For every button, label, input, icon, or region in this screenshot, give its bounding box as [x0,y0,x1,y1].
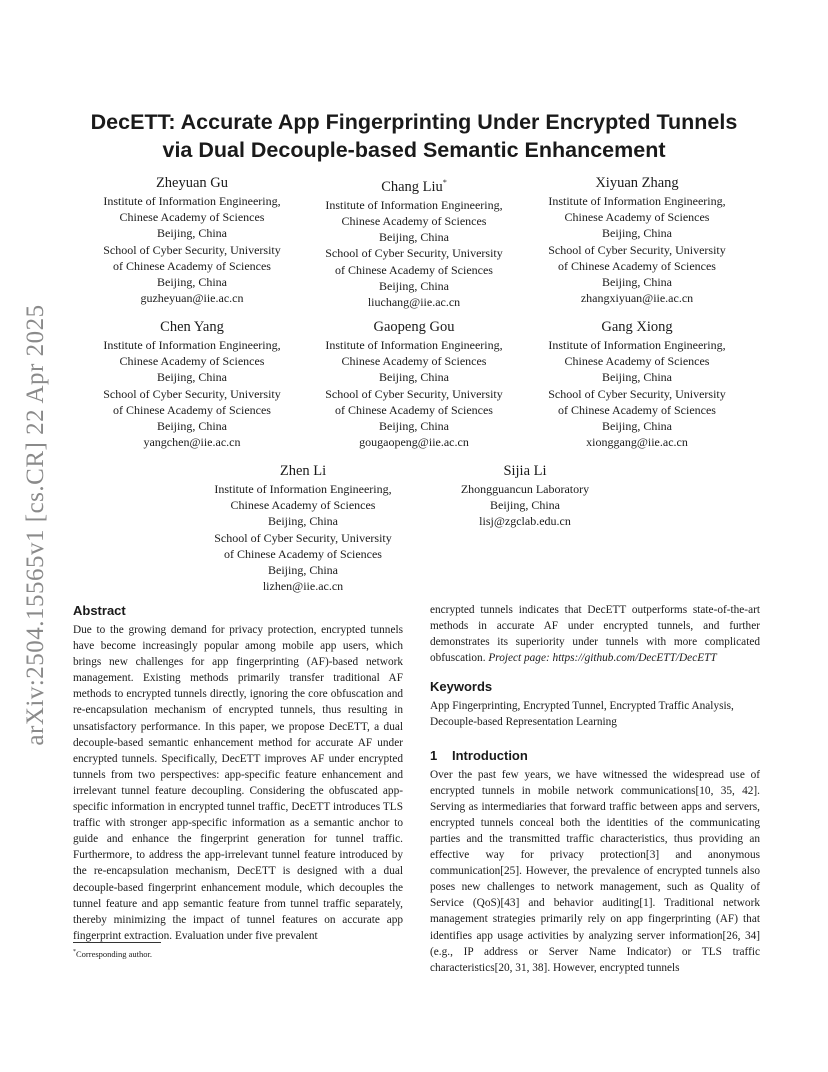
abstract-text: Due to the growing demand for privacy protection, encrypted tunnels have become increasingly popular among mobile app users, which brings new challenges for app fingerprinting (AF)-based network management. Existing methods primarily transfer traditional AF methods to encrypted tunnels directly, ignoring the core obfuscation and re-encapsulation mechanism of encrypted tunnels, thus resulting in unsatisfactory performance. In this paper, we propose DecETT, a dual decouple-based semantic enhancement method for accurate AF under encrypted tunnels. Specifically, DecETT improves AF under encrypted tunnels from two perspectives: app-specific feature enhancement and irrelevant tunnel feature decoupling. Considering the obfuscated app-specific information in encrypted tunnel traffic, DecETT introduces TLS traffic with stronger app-specific information as a semantic anchor to guide and enhance the fingerprint generation for tunnel traffic. Furthermore, to address the app-irrelevant tunnel feature introduced by the re-encapsulation mechanism, DecETT is designed with a dual decouple-based fingerprint enhancement module, which decouples the tunnel feature and app semantic feature from tunnel traffic separately, thereby minimizing the impact of tunnel features on accurate app fingerprint extraction. Evaluation under five prevalent [73,624,403,942]
author-affiliation: Zhongguancun Laboratory [460,482,590,496]
author-block [82,318,302,450]
author-affiliation: Beijing, China [602,275,672,290]
author-name: Zheyuan Gu [155,175,229,191]
author-name: Sijia Li [503,463,547,479]
author-affiliation: Beijing, China [379,230,449,245]
author-block [415,462,635,530]
arxiv-identifier-text: arXiv:2504.15565v1 [cs.CR] 22 Apr 2025 [22,304,49,746]
right-column [430,602,760,976]
author-affiliation: Institute of Information Engineering, [103,194,281,208]
author-name: Zhen Li [279,463,327,479]
arxiv-side-identifier [22,290,50,760]
author-affiliation: Chinese Academy of Sciences [119,354,265,369]
introduction-heading [430,747,760,765]
author-affiliation: School of Cyber Security, University [103,242,281,257]
author-affiliation: Beijing, China [268,514,338,529]
author-affiliation: Chinese Academy of Sciences [564,354,710,369]
author-block [527,318,747,450]
left-column [73,602,403,944]
author-affiliation: Institute of Information Engineering, [325,197,503,212]
title-line-1: DecETT: Accurate App Fingerprinting Under Encrypted Tunnels [90,110,738,134]
author-affiliation: Beijing, China [602,419,672,434]
paper-title [60,108,768,164]
footnote-text: Corresponding author. [76,948,153,959]
author-block [193,462,413,594]
author-affiliation: of Chinese Academy of Sciences [224,546,382,561]
author-affiliation: Beijing, China [268,563,338,578]
author-affiliation: Chinese Academy of Sciences [119,210,265,225]
author-affiliation: of Chinese Academy of Sciences [335,262,493,277]
abstract-continued-text: encrypted tunnels indicates that DecETT outperforms state-of-the-art methods in accurate AF under encrypted tunnels, and further demonstrates its superiority under tunnels with more complicated obfuscation. [430,604,760,665]
author-affiliation: of Chinese Academy of Sciences [558,258,716,273]
author-affiliation: School of Cyber Security, University [548,386,726,401]
author-affiliation: Beijing, China [157,419,227,434]
author-name: Chen Yang [160,319,224,335]
author-affiliation: Institute of Information Engineering, [214,482,392,496]
author-affiliation: Beijing, China [602,226,672,241]
author-block [527,174,747,306]
author-affiliation: Chinese Academy of Sciences [341,354,487,369]
author-email: lizhen@iie.ac.cn [262,579,344,594]
author-block [304,318,524,450]
author-affiliation: School of Cyber Security, University [548,242,726,257]
footnote [73,947,152,960]
abstract-continued [430,602,760,666]
author-affiliation: Beijing, China [379,370,449,385]
author-affiliation: of Chinese Academy of Sciences [113,258,271,273]
author-affiliation: Beijing, China [157,226,227,241]
author-block [304,174,524,310]
author-affiliation: Beijing, China [157,275,227,290]
project-page-link[interactable]: Project page: https://github.com/DecETT/DecETT [488,652,717,665]
author-name: Xiyuan Zhang [595,175,679,191]
author-email: zhangxiyuan@iie.ac.cn [580,291,694,306]
author-email: xionggang@iie.ac.cn [586,435,688,450]
author-email: gougaopeng@iie.ac.cn [359,435,469,450]
author-affiliation: Beijing, China [490,498,560,513]
section-title: Introduction [452,747,528,763]
keywords-heading: Keywords [430,679,493,695]
author-name: Gang Xiong [601,319,673,335]
author-affiliation: School of Cyber Security, University [325,386,503,401]
author-email: lisj@zgclab.edu.cn [479,514,571,529]
author-affiliation: School of Cyber Security, University [103,386,281,401]
author-affiliation: Chinese Academy of Sciences [230,498,376,513]
author-affiliation: Beijing, China [157,370,227,385]
author-affiliation: Institute of Information Engineering, [103,338,281,352]
author-email: yangchen@iie.ac.cn [143,435,241,450]
author-affiliation: Beijing, China [379,419,449,434]
author-affiliation: Chinese Academy of Sciences [341,214,487,229]
author-email: liuchang@iie.ac.cn [367,295,461,310]
author-affiliation: of Chinese Academy of Sciences [558,402,716,417]
section-number: 1 [430,747,438,763]
author-name: Gaopeng Gou [373,319,455,335]
author-affiliation: Chinese Academy of Sciences [564,210,710,225]
title-line-2: via Dual Decouple-based Semantic Enhancement [162,138,666,162]
introduction-text: Over the past few years, we have witnessed the widespread use of encrypted tunnels in mobile network communications[10, 35, 42]. Serving as intermediaries that forward traffic between apps and servers, encrypted tunnels conceal both the identities of the communicating parties and the transmitted traffic characteristics, thus providing an effective way for privacy protection[3] and anonymous communication[25]. However, the prevalence of encrypted tunnels also poses new challenges to network management, such as Quality of Service (QoS)[43] and behavior auditing[1]. Traditional network management strategies primarily rely on app fingerprinting (AF) that identifies app usage activities by analyzing server information[26, 34] (e.g., IP address or Server Name Indicator) or TLS traffic characteristics[20, 31, 38]. However, encrypted tunnels [430,768,760,974]
author-block [82,174,302,306]
footnote-rule [73,942,161,943]
footnote-mark: * [73,949,76,955]
author-affiliation: of Chinese Academy of Sciences [113,402,271,417]
author-affiliation: Institute of Information Engineering, [325,338,503,352]
author-name: Chang Liu [381,178,443,195]
author-affiliation: Institute of Information Engineering, [548,338,726,352]
author-affiliation: Beijing, China [602,370,672,385]
author-affiliation: School of Cyber Security, University [325,246,503,261]
author-affiliation: Beijing, China [379,278,449,293]
abstract-heading: Abstract [73,603,126,618]
author-email: guzheyuan@iie.ac.cn [140,291,244,306]
author-affiliation: of Chinese Academy of Sciences [335,402,493,417]
author-name-wrapper [304,174,524,196]
author-affiliation: Institute of Information Engineering, [548,194,726,208]
keywords-text: App Fingerprinting, Encrypted Tunnel, Encrypted Traffic Analysis, Decouple-based Representation Learning [430,700,734,729]
author-affiliation: School of Cyber Security, University [214,530,392,545]
corresponding-mark: * [442,178,447,187]
